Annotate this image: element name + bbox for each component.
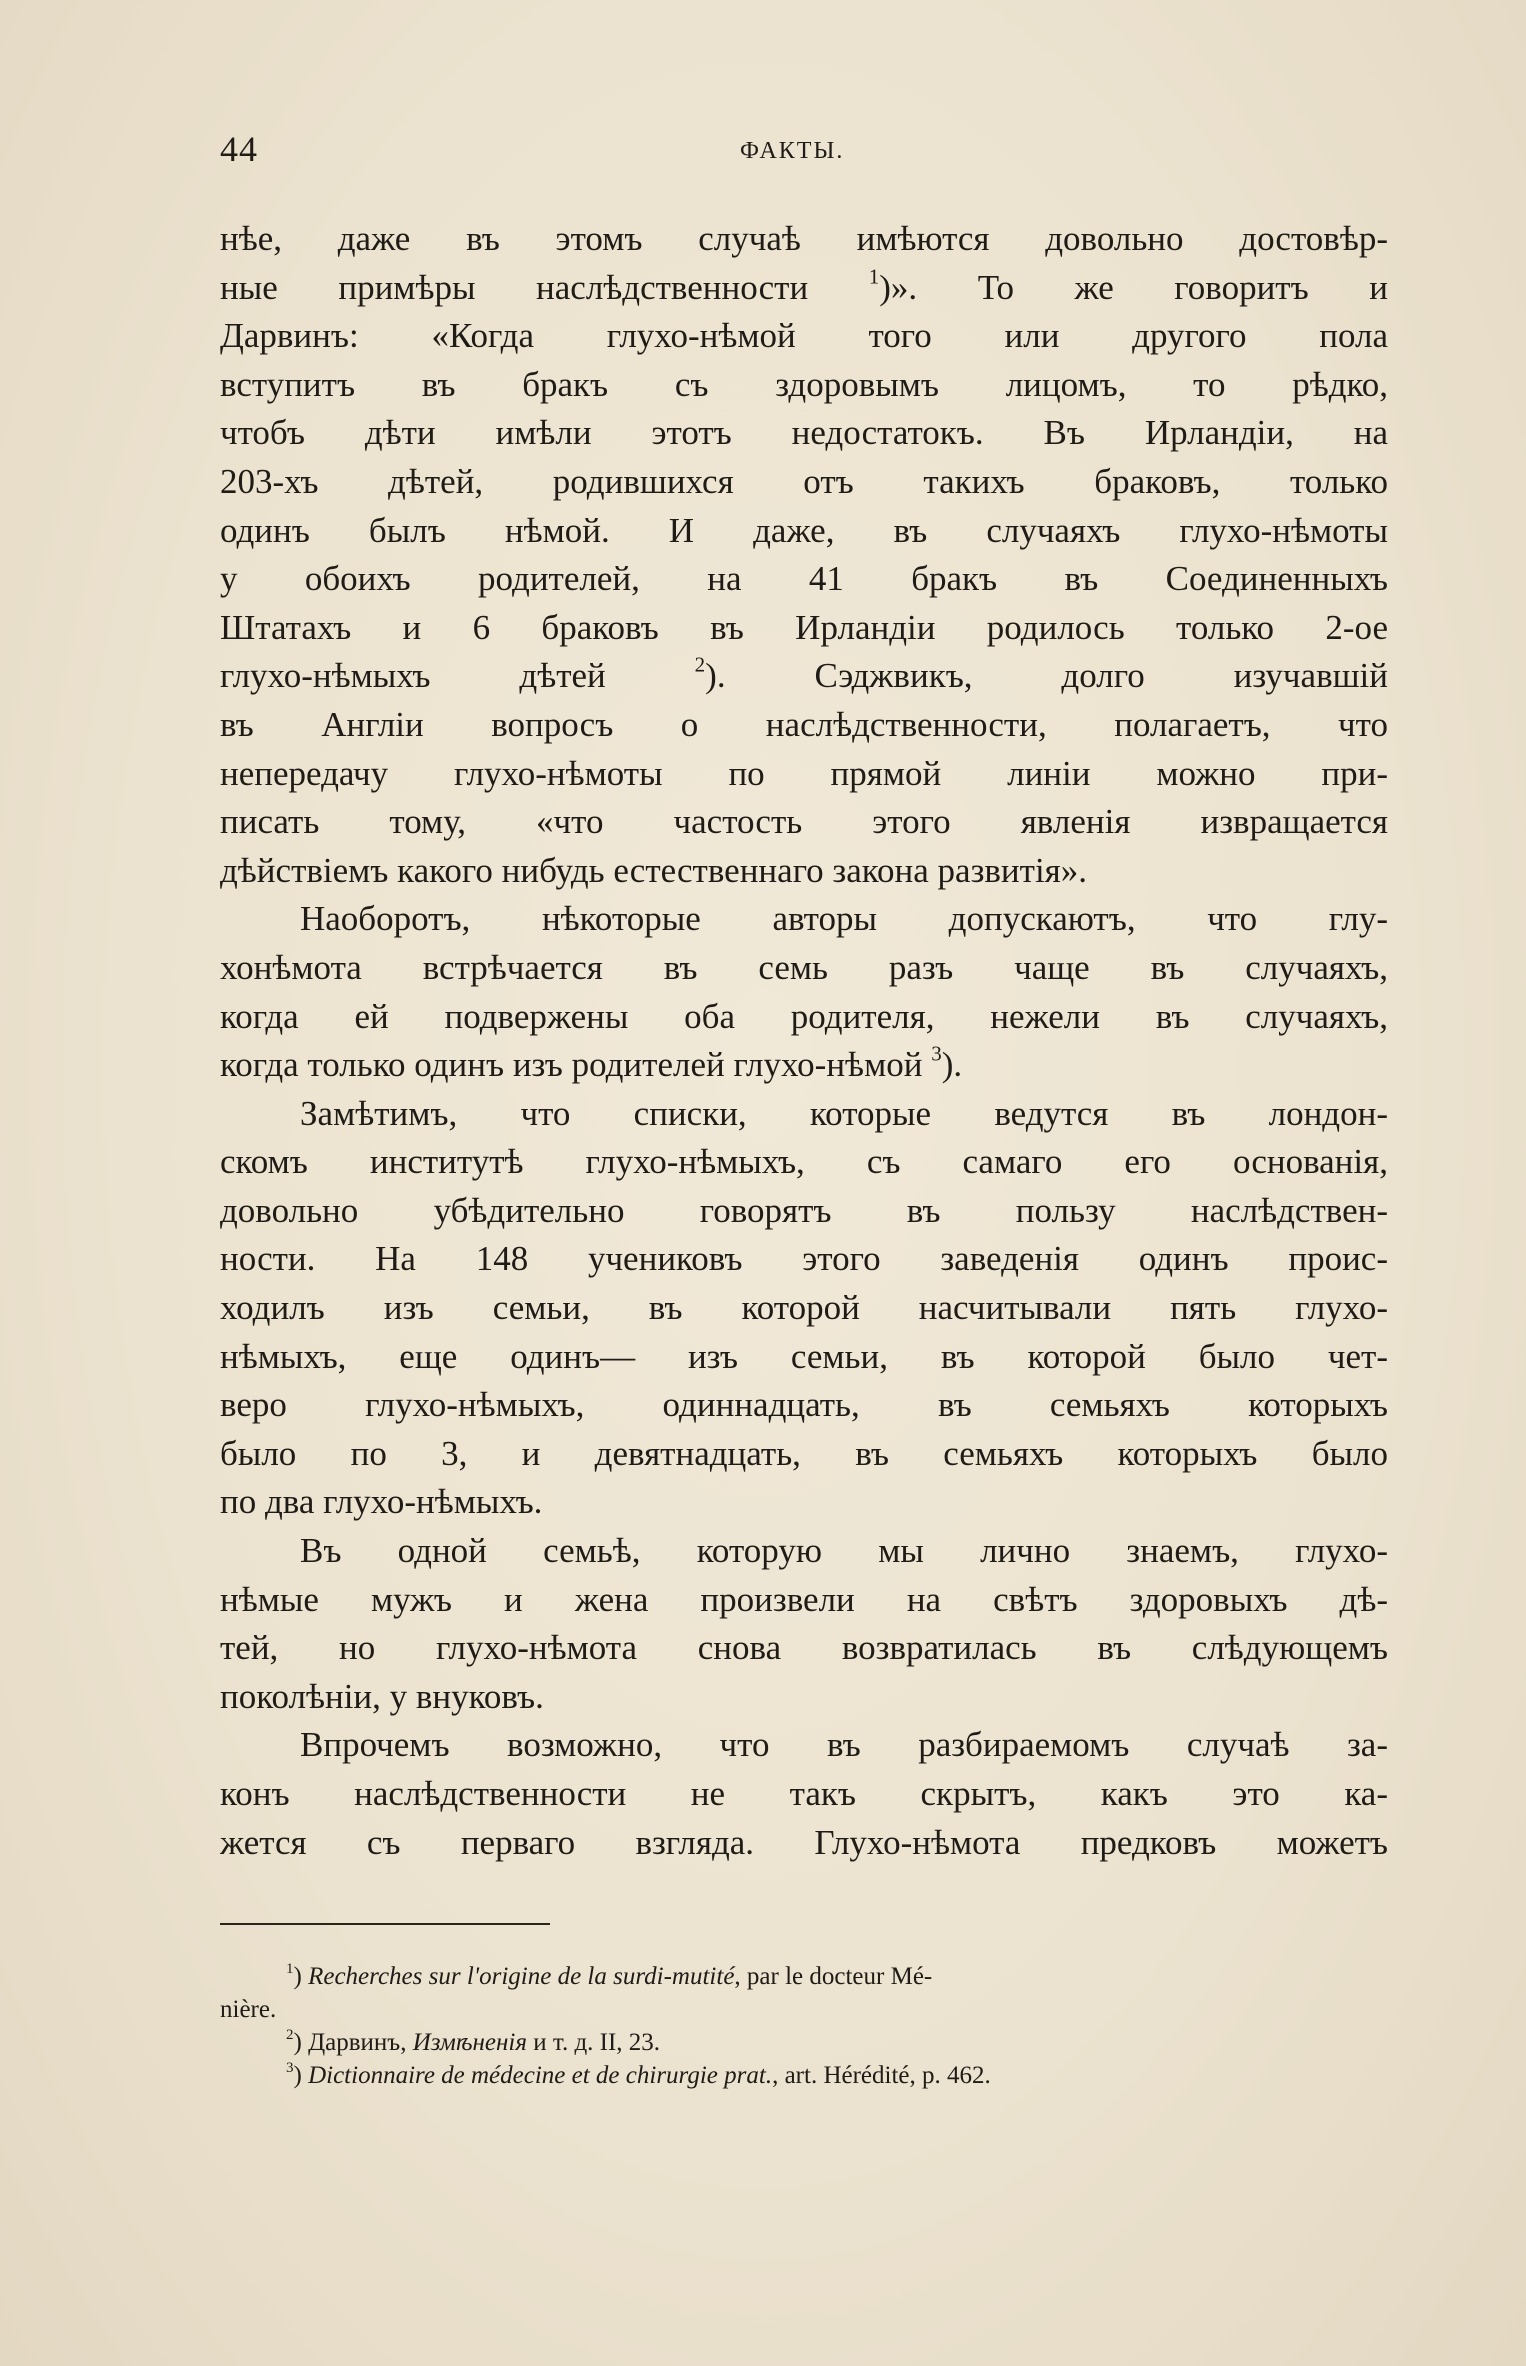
line-text: скомъ институтѣ глухо-нѣмыхъ, съ самаго его основанія, — [220, 1142, 1388, 1182]
line-text: въ Англіи вопросъ о наслѣдственности, полагаетъ, что — [220, 704, 1388, 744]
line-text: довольно убѣдительно говорятъ въ пользу наслѣдствен- — [220, 1190, 1388, 1230]
text-line — [220, 409, 1388, 458]
text-line — [220, 361, 1388, 410]
line-text: непередачу глухо-нѣмоты по прямой линіи можно при- — [220, 753, 1388, 793]
text-line — [220, 652, 1388, 701]
footnote — [220, 1993, 1388, 2026]
line-text: вступитъ въ бракъ съ здоровымъ лицомъ, то рѣдко, — [220, 364, 1388, 404]
line-text: Въ одной семьѣ, которую мы лично знаемъ, глухо- — [300, 1531, 1388, 1571]
text-line — [220, 458, 1388, 507]
line-text: Впрочемъ возможно, что въ разбираемомъ случаѣ за- — [300, 1725, 1388, 1765]
text-line — [220, 507, 1388, 556]
text-line — [220, 993, 1388, 1042]
text-line — [220, 1673, 1388, 1722]
line-text: глухо-нѣмыхъ дѣтей — [220, 656, 695, 696]
footnote-title: Dictionnaire de médecine et de chirurgie prat. — [308, 2062, 773, 2089]
text-line — [220, 1235, 1388, 1284]
line-text: поколѣніи, у внуковъ. — [220, 1676, 544, 1716]
text-line — [220, 215, 1388, 264]
footnote-number: 3 — [286, 2059, 294, 2076]
text-line — [220, 847, 1388, 896]
line-text: чтобъ дѣти имѣли этотъ недостатокъ. Въ Ирландіи, на — [220, 413, 1388, 453]
footnote: $^1$) Recherches sur l'origine de la surdi-mutité, par le docteur Mé- — [286, 1960, 933, 1990]
text-line — [220, 312, 1388, 361]
text-line — [220, 1624, 1388, 1673]
footnote-rule — [220, 1923, 550, 1925]
footnote-number: 1 — [286, 1960, 294, 1977]
footnotes — [220, 1960, 1388, 2092]
line-text: нѣмыхъ, еще одинъ— изъ семьи, въ которой было чет- — [220, 1336, 1388, 1376]
footnote-title: Измѣненія — [412, 2029, 528, 2056]
line-text: у обоихъ родителей, на 41 бракъ въ Соединенныхъ — [220, 559, 1388, 599]
text-line — [220, 1819, 1388, 1868]
footnote-rest: nière. — [220, 1996, 277, 2023]
text-line — [220, 604, 1388, 653]
line-text-after: )». То же говоритъ и — [879, 267, 1388, 307]
text-line — [220, 944, 1388, 993]
line-text: Наоборотъ, нѣкоторые авторы допускаютъ, что глу- — [300, 899, 1388, 939]
text-line — [220, 1527, 1388, 1576]
text-line — [220, 895, 1388, 944]
text-line — [220, 1090, 1388, 1139]
line-text-after: ). Сэджвикъ, долго изучавшій — [705, 656, 1388, 696]
footnote: $^3$) Dictionnaire de médecine et de chirurgie prat., art. Hérédité, p. 462. — [286, 2059, 991, 2089]
line-text: дѣйствіемъ какого нибудь естественнаго закона развитія». — [220, 850, 1088, 890]
text-line — [220, 1576, 1388, 1625]
line-text: Замѣтимъ, что списки, которые ведутся въ лондон- — [300, 1093, 1388, 1133]
footnote-author: Дарвинъ, — [308, 2029, 413, 2056]
text-line — [220, 1770, 1388, 1819]
line-text: когда ей подвержены оба родителя, нежели въ случаяхъ, — [220, 996, 1388, 1036]
line-text: ходилъ изъ семьи, въ которой насчитывали пять глухо- — [220, 1288, 1388, 1328]
text-line — [220, 701, 1388, 750]
footnote: $^2$) Дарвинъ, Измѣненія и т. д. II, 23. — [286, 2026, 661, 2056]
line-text: нѣе, даже въ этомъ случаѣ имѣются довольно достовѣр- — [220, 219, 1388, 258]
line-text: ности. На 148 учениковъ этого заведенія одинъ проис- — [220, 1239, 1388, 1279]
line-text: когда только одинъ изъ родителей глухо-нѣмой — [220, 1045, 932, 1085]
text-line — [220, 1430, 1388, 1479]
footnote-rest: и т. д. II, 23. — [527, 2029, 661, 2056]
footnote-ref: 1 — [868, 263, 880, 288]
text-line — [220, 1381, 1388, 1430]
page-number: 44 — [220, 129, 258, 169]
text-line — [220, 798, 1388, 847]
line-text: Дарвинъ: «Когда глухо-нѣмой того или другого пола — [220, 316, 1388, 356]
text-line — [220, 1284, 1388, 1333]
text-line — [220, 264, 1388, 313]
text-line — [220, 1478, 1388, 1527]
line-text: по два глухо-нѣмыхъ. — [220, 1482, 543, 1522]
line-text: Штатахъ и 6 браковъ въ Ирландіи родилось только 2-ое — [220, 607, 1388, 647]
line-text: 203-хъ дѣтей, родившихся отъ такихъ браковъ, только — [220, 461, 1388, 501]
text-line — [220, 1187, 1388, 1236]
line-text: было по 3, и девятнадцать, въ семьяхъ которыхъ было — [220, 1433, 1388, 1473]
running-title: ФАКТЫ. — [740, 138, 845, 164]
text-line — [220, 1041, 1388, 1090]
line-text: писать тому, «что частость этого явленія извращается — [220, 802, 1388, 842]
text-line — [220, 1721, 1388, 1770]
text-line — [220, 750, 1388, 799]
footnote-rest: , art. Hérédité, p. 462. — [772, 2062, 991, 2089]
line-text: хонѣмота встрѣчается въ семь разъ чаще въ случаяхъ, — [220, 947, 1388, 987]
line-text: жется съ перваго взгляда. Глухо-нѣмота предковъ можетъ — [220, 1822, 1388, 1862]
footnote-ref: 3 — [931, 1041, 942, 1066]
line-text: ные примѣры наслѣдственности — [220, 267, 869, 307]
line-text: нѣмые мужъ и жена произвели на свѣтъ здоровыхъ дѣ- — [220, 1579, 1388, 1619]
text-line — [220, 1333, 1388, 1382]
text-line — [220, 555, 1388, 604]
line-text: тей, но глухо-нѣмота снова возвратилась въ слѣдующемъ — [220, 1628, 1388, 1668]
text-line — [220, 1138, 1388, 1187]
line-text: веро глухо-нѣмыхъ, одиннадцать, въ семьяхъ которыхъ — [220, 1385, 1388, 1425]
footnote-ref: 2 — [694, 652, 706, 677]
line-text-after: ). — [941, 1045, 963, 1085]
body-text — [220, 215, 1388, 1867]
line-text: конъ наслѣдственности не такъ скрытъ, какъ это ка- — [220, 1774, 1388, 1813]
page-header — [220, 128, 1390, 188]
line-text: одинъ былъ нѣмой. И даже, въ случаяхъ глухо-нѣмоты — [220, 510, 1388, 550]
footnote-title: Recherches sur l'origine de la surdi-mutité — [308, 1963, 735, 1990]
footnote-number: 2 — [286, 2026, 294, 2043]
footnote-rest: , par le docteur Mé- — [734, 1963, 933, 1990]
